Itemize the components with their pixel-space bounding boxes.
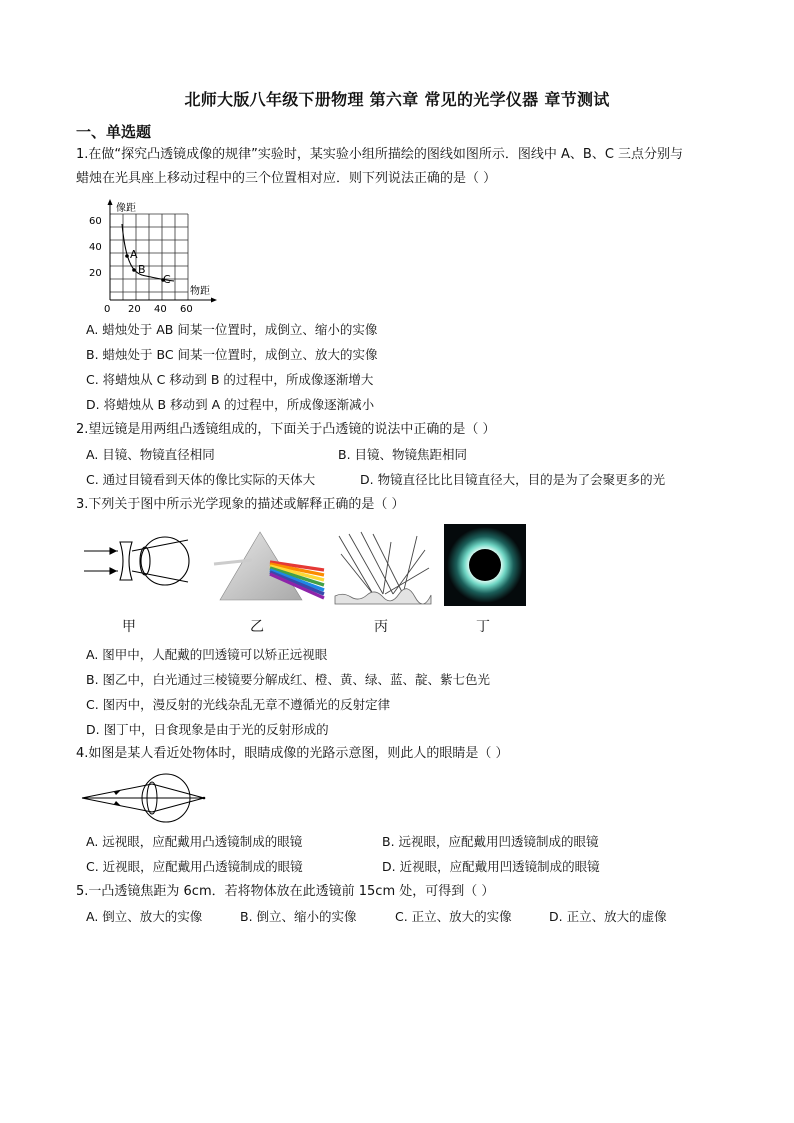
q3-option-c[interactable]: C. 图丙中，漫反射的光线杂乱无章不遵循光的反射定律 bbox=[86, 697, 391, 712]
q3-option-a[interactable]: A. 图甲中，人配戴的凹透镜可以矫正远视眼 bbox=[86, 647, 328, 662]
q1-option-d[interactable]: D. 将蜡烛从 B 移动到 A 的过程中，所成像逐渐减小 bbox=[86, 397, 375, 412]
focal-point-marker bbox=[203, 797, 206, 800]
q1-option-a[interactable]: A. 蜡烛处于 AB 间某一位置时，成倒立、缩小的实像 bbox=[86, 322, 378, 337]
chart-grid bbox=[110, 214, 188, 300]
q5-option-a[interactable]: A. 倒立、放大的实像 bbox=[86, 909, 203, 924]
point-a-label: A bbox=[130, 248, 138, 261]
q1-stem-line1: 1.在做“探究凸透镜成像的规律”实验时，某实验小组所描绘的图线如图所示．图线中 A、B、C 三点分别与 bbox=[76, 147, 684, 162]
q5-option-b[interactable]: B. 倒立、缩小的实像 bbox=[240, 909, 357, 924]
fig-label-ding: 丁 bbox=[476, 619, 490, 635]
q3-figure-yi-prism-dispersion bbox=[212, 528, 327, 606]
x-tick-20: 20 bbox=[128, 304, 141, 315]
fig-label-jia: 甲 bbox=[122, 619, 136, 635]
q4-eye-ray-diagram bbox=[78, 770, 213, 826]
y-tick-60: 60 bbox=[89, 216, 102, 227]
point-a-marker bbox=[125, 254, 129, 258]
q4-option-b[interactable]: B. 远视眼，应配戴用凹透镜制成的眼镜 bbox=[382, 834, 599, 849]
q3-option-b[interactable]: B. 图乙中，白光通过三棱镜要分解成红、橙、黄、绿、蓝、靛、紫七色光 bbox=[86, 672, 491, 687]
q5-stem: 5.一凸透镜焦距为 6cm．若将物体放在此透镜前 15cm 处，可得到（ ） bbox=[76, 884, 495, 899]
q2-stem: 2.望远镜是用两组凸透镜组成的，下面关于凸透镜的说法中正确的是（ ） bbox=[76, 422, 496, 437]
q3-figure-jia-concave-lens-eye bbox=[80, 528, 195, 606]
page-title: 北师大版八年级下册物理 第六章 常见的光学仪器 章节测试 bbox=[184, 90, 610, 109]
q2-option-a[interactable]: A. 目镜、物镜直径相同 bbox=[86, 447, 215, 462]
section-heading: 一、单选题 bbox=[76, 123, 152, 141]
q4-stem: 4.如图是某人看近处物体时，眼睛成像的光路示意图，则此人的眼睛是（ ） bbox=[76, 746, 509, 761]
x-axis-label: 物距 bbox=[190, 286, 210, 297]
q2-option-c[interactable]: C. 通过目镜看到天体的像比实际的天体大 bbox=[86, 472, 316, 487]
x-tick-40: 40 bbox=[154, 304, 167, 315]
q3-stem: 3.下列关于图中所示光学现象的描述或解释正确的是（ ） bbox=[76, 497, 405, 512]
q2-option-b[interactable]: B. 目镜、物镜焦距相同 bbox=[338, 447, 468, 462]
q3-figure-ding-solar-eclipse bbox=[444, 524, 526, 606]
q1-option-c[interactable]: C. 将蜡烛从 C 移动到 B 的过程中，所成像逐渐增大 bbox=[86, 372, 374, 387]
x-tick-0: 0 bbox=[104, 304, 111, 315]
q3-option-d[interactable]: D. 图丁中，日食现象是由于光的反射形成的 bbox=[86, 722, 329, 737]
fig-label-yi: 乙 bbox=[250, 619, 264, 635]
q5-option-c[interactable]: C. 正立、放大的实像 bbox=[395, 909, 512, 924]
concave-lens-shape bbox=[120, 542, 132, 580]
q4-option-d[interactable]: D. 近视眼，应配戴用凹透镜制成的眼镜 bbox=[382, 859, 600, 874]
q4-option-a[interactable]: A. 远视眼，应配戴用凸透镜制成的眼镜 bbox=[86, 834, 303, 849]
x-tick-60: 60 bbox=[180, 304, 193, 315]
fig-label-bing: 丙 bbox=[374, 619, 388, 635]
y-axis-arrow bbox=[108, 199, 113, 205]
q3-figure-bing-diffuse-reflection bbox=[333, 528, 433, 606]
rough-surface bbox=[335, 589, 431, 604]
point-c-label: C bbox=[163, 273, 171, 286]
point-b-label: B bbox=[138, 263, 146, 276]
q1-stem-line2: 蜡烛在光具座上移动过程中的三个位置相对应．则下列说法正确的是（ ） bbox=[76, 171, 497, 186]
q2-option-d[interactable]: D. 物镜直径比比目镜直径大，目的是为了会聚更多的光 bbox=[360, 472, 666, 487]
q4-option-c[interactable]: C. 近视眼，应配戴用凸透镜制成的眼镜 bbox=[86, 859, 303, 874]
x-axis-arrow bbox=[211, 298, 217, 303]
q1-image-distance-chart bbox=[86, 196, 226, 316]
y-tick-20: 20 bbox=[89, 268, 102, 279]
moon-disc bbox=[469, 549, 501, 581]
y-tick-40: 40 bbox=[89, 242, 102, 253]
point-b-marker bbox=[132, 268, 136, 272]
q5-option-d[interactable]: D. 正立、放大的虚像 bbox=[549, 909, 667, 924]
y-axis-label: 像距 bbox=[116, 203, 136, 214]
q1-option-b[interactable]: B. 蜡烛处于 BC 间某一位置时，成倒立、放大的实像 bbox=[86, 347, 378, 362]
